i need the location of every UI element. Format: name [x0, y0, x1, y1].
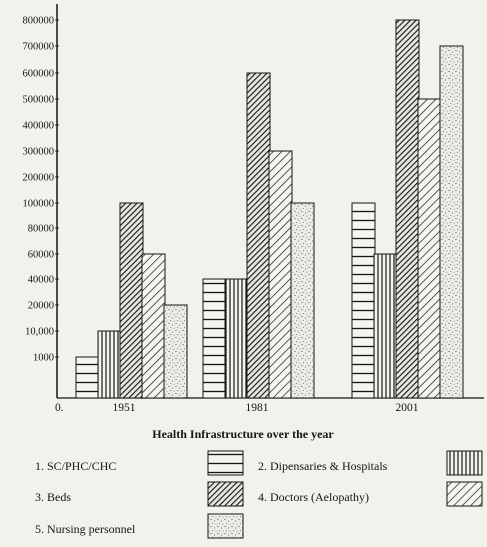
legend-label-3: 3. Beds — [35, 490, 71, 504]
y-tick-label: 80000 — [27, 223, 54, 235]
bar — [203, 279, 226, 398]
bar — [76, 357, 99, 398]
bar — [374, 254, 397, 398]
legend-label-1: 1. SC/PHC/CHC — [35, 459, 117, 473]
bar — [164, 305, 187, 398]
bar — [98, 331, 121, 398]
x-tick-label: 1951 — [112, 402, 136, 414]
legend-label-4: 4. Doctors (Aelopathy) — [258, 490, 369, 504]
bar — [247, 73, 270, 398]
bar — [269, 151, 292, 398]
y-tick-label: 600000 — [22, 68, 54, 80]
legend-swatch-4 — [447, 482, 482, 506]
bar — [352, 203, 375, 398]
bar — [225, 279, 248, 398]
y-tick-label: 800000 — [22, 15, 54, 27]
y-tick-label: 300000 — [22, 146, 54, 158]
y-tick-label: 500000 — [22, 94, 54, 106]
y-tick-label: 40000 — [27, 274, 54, 286]
bar — [418, 99, 441, 398]
y-tick-label: 10,000 — [25, 326, 54, 338]
legend-swatch-3 — [208, 482, 243, 506]
legend-swatch-5 — [208, 514, 243, 538]
category-labels — [113, 402, 419, 414]
bars — [76, 20, 463, 398]
x-tick-label: 2001 — [395, 402, 419, 414]
legend-swatch-1 — [208, 451, 243, 475]
legend — [35, 451, 482, 538]
chart-title: Health Infrastructure over the year — [152, 427, 334, 441]
bar — [396, 20, 419, 398]
y-tick-label: 200000 — [22, 172, 54, 184]
y-tick-label: 1000 — [33, 352, 54, 364]
y-tick-label: 20000 — [27, 300, 54, 312]
y-tick-label: 700000 — [22, 41, 54, 53]
y-axis-ticks — [23, 16, 60, 364]
legend-label-5: 5. Nursing personnel — [35, 522, 136, 536]
bar — [291, 203, 314, 398]
x-tick-label: 1981 — [245, 402, 269, 414]
bar — [120, 203, 143, 398]
y-tick-label: 60000 — [27, 249, 54, 261]
y-tick-label: 100000 — [22, 198, 54, 210]
bar — [142, 254, 165, 398]
origin-label: 0. — [55, 402, 64, 414]
bar — [440, 46, 463, 398]
legend-label-2: 2. Dipensaries & Hospitals — [258, 459, 388, 473]
legend-swatch-2 — [447, 451, 482, 475]
y-tick-label: 400000 — [22, 120, 54, 132]
